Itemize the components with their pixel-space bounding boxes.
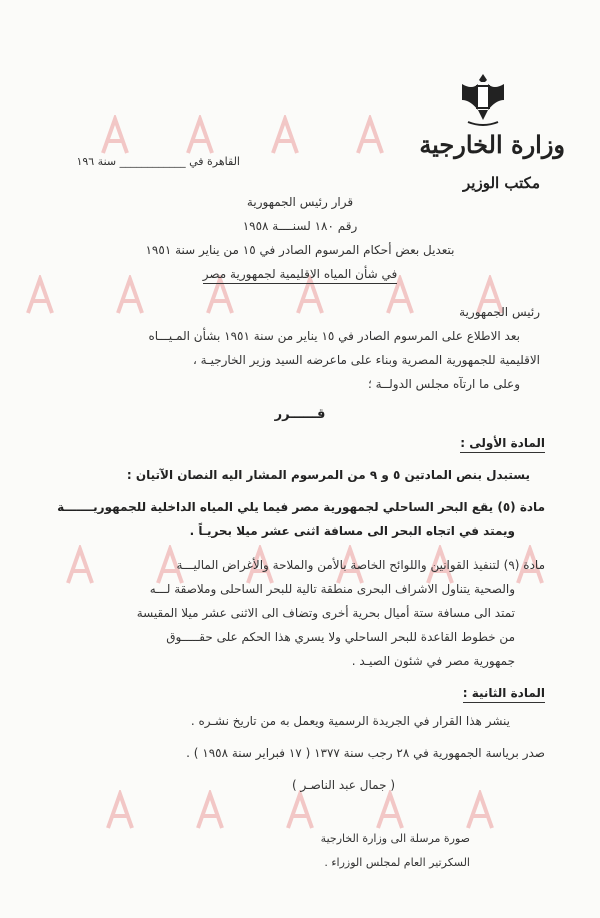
article-9-line-3: تمتد الى مسافة ستة أميال بحرية أخرى وتضاف الى الاثنى عشر ميلا المقيسة: [136, 606, 515, 620]
preamble-addressee: رئيس الجمهورية: [459, 305, 540, 319]
watermark-icon: [370, 790, 410, 834]
preamble-line-1: بعد الاطلاع على المرسوم الصادر في ١٥ يناير من سنة ١٩٥١ بشأن المـيـــاه: [148, 329, 520, 343]
preamble-line-3: وعلى ما ارتآه مجلس الدولــة ؛: [368, 377, 520, 391]
watermark-icon: [265, 115, 305, 159]
watermark-icon: [280, 790, 320, 834]
article-5-line-2: ويمتد في اتجاه البحر الى مسافة اثنى عشر ميلا بحريـاً .: [189, 524, 515, 538]
preamble-line-2: الاقليمية للجمهورية المصرية وبناء على ماعرضه السيد وزير الخارجيـة ،: [192, 353, 540, 367]
article-9-line-1: مادة (٩) لتنفيذ القوانين واللوائح الخاصة بالأمن والملاحة والأغراض الماليـــة: [176, 558, 545, 572]
watermark-icon: [100, 790, 140, 834]
article-2-title-text: المادة الثانية :: [463, 686, 545, 703]
decree-subject-2: [0, 267, 600, 281]
issued-date-line: صدر برياسة الجمهورية في ٢٨ رجب سنة ١٣٧٧ ( ١٧ فبراير سنة ١٩٥٨ ) .: [186, 746, 545, 760]
watermark-icon: [190, 790, 230, 834]
egypt-eagle-emblem-icon: [458, 70, 508, 132]
article-2-text: ينشر هذا القرار في الجريدة الرسمية ويعمل به من تاريخ نشـره .: [190, 714, 510, 728]
secretary-line: السكرتير العام لمجلس الوزراء .: [324, 856, 470, 869]
article-5-line-1: مادة (٥) يقع البحر الساحلي لجمهورية مصر فيما يلي المياه الداخلية للجمهوريـــــــة: [57, 500, 545, 514]
watermark-icon: [350, 115, 390, 159]
article-9-line-5: جمهورية مصر في شئون الصيـد .: [351, 654, 515, 668]
article-1-title: [40, 436, 545, 450]
article-9-line-2: والصحية يتناول الاشراف البحرى منطقة تالية للبحر الساحلى وملاصقة لـــه: [149, 582, 515, 596]
minister-office: مكتب الوزير: [463, 174, 540, 192]
ministry-name: وزارة الخارجية: [419, 130, 565, 159]
article-1-title-text: المادة الأولى :: [460, 436, 545, 453]
watermark-icon: [95, 115, 135, 159]
watermark-icon: [180, 115, 220, 159]
copy-line: صورة مرسلة الى وزارة الخارجية: [320, 832, 470, 845]
date-line: القاهرة في ____________ سنة ١٩٦: [76, 155, 240, 168]
article-1-intro: يستبدل بنص المادتين ٥ و ٩ من المرسوم المشار اليه النصان الآتيان :: [126, 468, 530, 482]
article-9-line-4: من خطوط القاعدة للبحر الساحلي ولا يسري هذا الحكم على حقـــــوق: [166, 630, 515, 644]
watermark-icon: [460, 790, 500, 834]
article-2-title: [40, 686, 545, 700]
decree-heading: قرار رئيس الجمهورية: [246, 195, 354, 209]
signature-line: ( جمال عبد الناصـر ): [291, 778, 395, 792]
decree-subject-2-text: في شأن المياه الاقليمية لجمهورية مصر: [203, 267, 397, 284]
decree-subject-1: بتعديل بعض أحكام المرسوم الصادر في ١٥ من يناير سنة ١٩٥١: [145, 243, 455, 257]
decided-word: قــــــرر: [274, 407, 326, 422]
decree-number: رقم ١٨٠ لسنــــة ١٩٥٨: [242, 219, 358, 233]
